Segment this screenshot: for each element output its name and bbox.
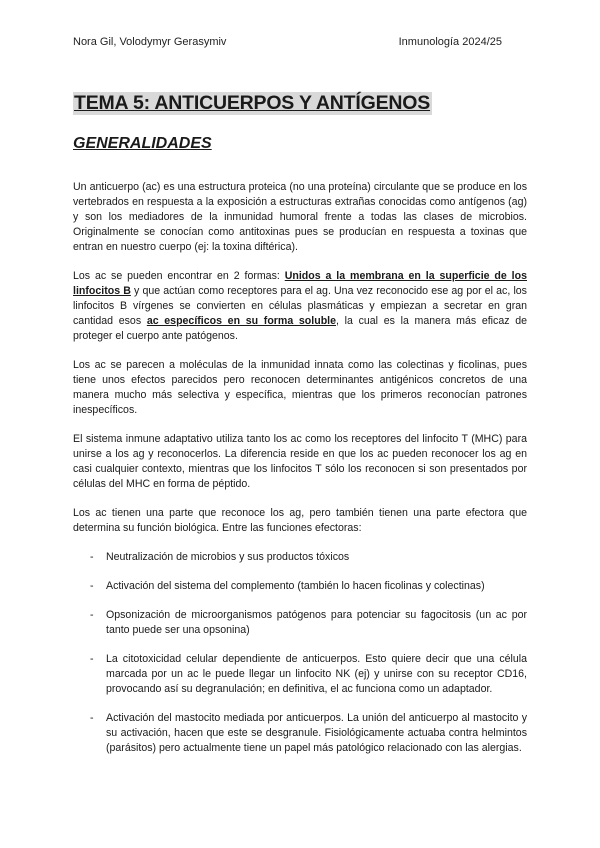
- list-item-text: Activación del mastocito mediada por anticuerpos. La unión del anticuerpo al mastocito y su activación, hacen que este se desgranule. Fisiológicamente actuaba contra helmintos (parásitos) pero actualmente tiene un papel más patológico relacionado con las alergias.: [106, 712, 527, 754]
- bullet-dash: -: [90, 609, 94, 621]
- bullet-dash: -: [90, 653, 94, 665]
- forms-text-a: Los ac se pueden encontrar en 2 formas:: [73, 270, 285, 282]
- section-heading: GENERALIDADES: [73, 135, 212, 152]
- list-item-text: La citotoxicidad celular dependiente de anticuerpos. Esto quiere decir que una célula marcada por un ac le puede llegar un linfocito NK (ej) y unirse con su receptor CD16, provocando así su degranulación; en definitiva, el ac funciona como un adaptador.: [106, 653, 527, 695]
- paragraph-adaptive-system: El sistema inmune adaptativo utiliza tanto los ac como los receptores del linfocito T (MHC) para unirse a los ag y reconocerlos. La diferencia reside en que los ac pueden reconocer los ag en casi cualquier contexto, mientras que los linfocitos T sólo los reconocen si son presentados por células del MHC en forma de péptido.: [73, 433, 527, 490]
- bullet-dash: -: [90, 712, 94, 724]
- forms-soluble: ac específicos en su forma soluble: [146, 315, 337, 327]
- bullet-dash: -: [90, 580, 94, 592]
- list-item: [73, 608, 527, 638]
- document-body: [73, 180, 527, 770]
- header-course: Inmunología 2024/25: [398, 36, 502, 48]
- list-item-text: Opsonización de microorganismos patógenos para potenciar su fagocitosis (un ac por tanto puede ser una opsonina): [106, 609, 527, 636]
- list-item-text: Neutralización de microbios y sus productos tóxicos: [106, 551, 350, 563]
- forms-text-c: y que actúan como receptores para el ag. Una vez reconocido ese ag por el ac, los linfocitos B vírgenes se convierten en células plasmáticas y empiezan a secretar en gran cantidad esos: [73, 285, 527, 327]
- paragraph-forms: [73, 269, 527, 344]
- paragraph-innate-comparison: Los ac se parecen a moléculas de la inmunidad innata como las colectinas y ficolinas, pues tiene unos efectos parecidos pero reconocen determinantes antigénicos concretos de una manera mucho más selectiva y específica, mientras que los primeros reconocían patrones inespecíficos.: [73, 359, 527, 416]
- effector-functions-list: [73, 550, 527, 756]
- paragraph-definition: Un anticuerpo (ac) es una estructura proteica (no una proteína) circulante que se produce en los vertebrados en respuesta a la exposición a estructuras extrañas conocidas como antígenos (ag) y son los mediadores de la inmunidad humoral frente a todas las clases de microbios. Originalmente se conocían como antitoxinas pues se producían en respuesta a toxinas que entran en nuestro cuerpo (ej: la toxina diftérica).: [73, 181, 527, 253]
- list-item: [73, 711, 527, 756]
- list-item-text: Activación del sistema del complemento (también lo hacen ficolinas y colectinas): [106, 580, 485, 592]
- list-item: [73, 550, 527, 565]
- paragraph-effector-intro: Los ac tienen una parte que reconoce los ag, pero también tienen una parte efectora que determina su función biológica. Entre las funciones efectoras:: [73, 507, 527, 534]
- page-header: [73, 36, 502, 48]
- list-item: [73, 652, 527, 697]
- bullet-dash: -: [90, 551, 94, 563]
- document-title: TEMA 5: ANTICUERPOS Y ANTÍGENOS: [74, 92, 431, 114]
- title-wrap: [73, 92, 432, 115]
- forms-text-e: , la cual es la manera más eficaz de proteger el cuerpo ante patógenos.: [73, 315, 527, 342]
- list-item: [73, 579, 527, 594]
- header-authors: Nora Gil, Volodymyr Gerasymiv: [73, 36, 227, 48]
- forms-membrane-bound: Unidos a la membrana en la superficie de los linfocitos B: [73, 270, 527, 297]
